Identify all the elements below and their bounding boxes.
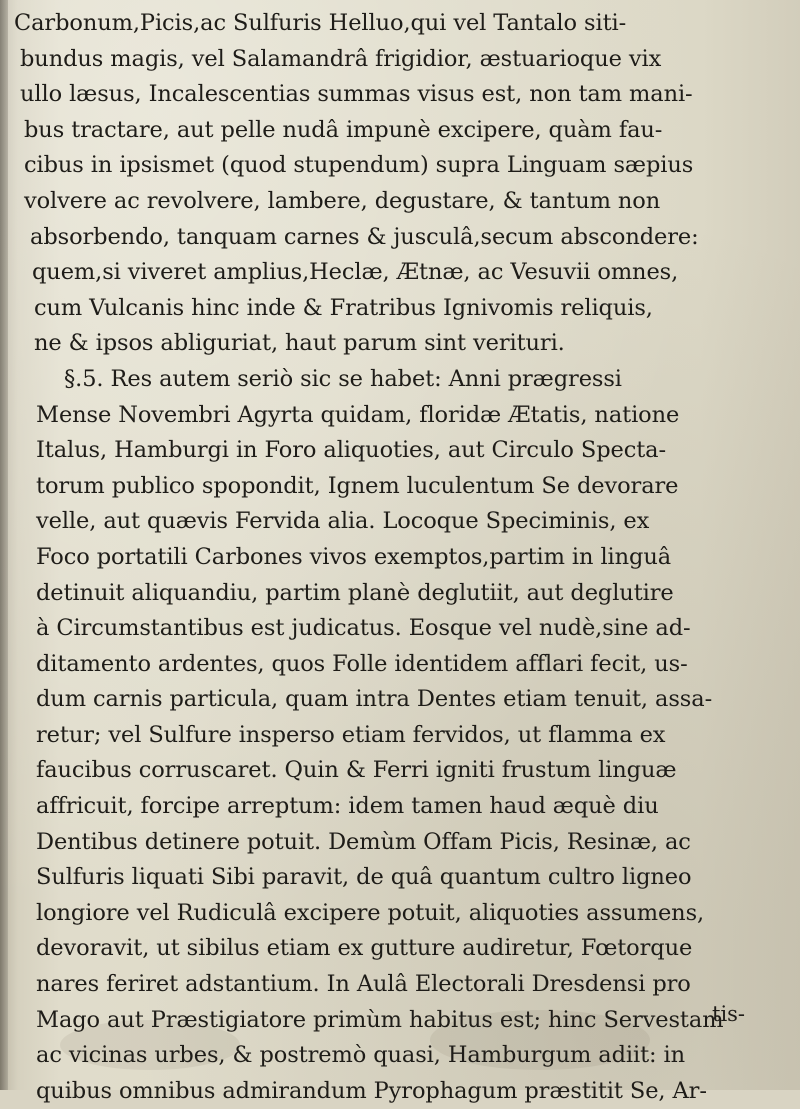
text-line: ac vicinas urbes, & postremò quasi, Hamburgum adiit: in xyxy=(36,1042,686,1069)
text-line: Mago aut Præstigiatore primùm habitus est; hinc Servestam xyxy=(36,1006,724,1033)
text-line: Mense Novembri Agyrta quidam, floridæ Ætatis, natione xyxy=(36,401,680,428)
text-line: quem,si viveret amplius,Heclæ, Ætnæ, ac Vesuvii omnes, xyxy=(32,259,679,286)
text-line: torum publico spopondit, Ignem luculentum Se devorare xyxy=(36,472,679,499)
section-line: §.5. Res autem seriò sic se habet: Anni prægressi xyxy=(64,365,622,392)
text-line: ullo læsus, Incalescentias summas visus est, non tam mani- xyxy=(20,81,693,108)
text-line: bus tractare, aut pelle nudâ impunè excipere, quàm fau- xyxy=(24,116,663,143)
text-line: nares feriret adstantium. In Aulâ Electorali Dresdensi pro xyxy=(36,971,691,998)
text-line: longiore vel Rudiculâ excipere potuit, aliquoties assumens, xyxy=(36,899,705,926)
text-line: bundus magis, vel Salamandrâ frigidior, æstuarioque vix xyxy=(20,45,662,72)
text-line: detinuit aliquandiu, partim planè deglutiit, aut deglutire xyxy=(36,579,674,606)
text-line: ditamento ardentes, quos Folle identidem afflari fecit, us- xyxy=(36,650,688,677)
text-line: dum carnis particula, quam intra Dentes etiam tenuit, assa- xyxy=(36,686,713,713)
text-line: Italus, Hamburgi in Foro aliquoties, aut Circulo Specta- xyxy=(36,437,666,464)
text-line: Sulfuris liquati Sibi paravit, de quâ quantum cultro ligneo xyxy=(36,864,692,891)
text-line: retur; vel Sulfure insperso etiam fervidos, ut flamma ex xyxy=(36,721,666,748)
text-line: Carbonum,Picis,ac Sulfuris Helluo,qui vel Tantalo siti- xyxy=(14,10,627,36)
text-line: absorbendo, tanquam carnes & jusculâ,secum abscondere: xyxy=(30,223,699,250)
body-text xyxy=(14,6,800,1109)
text-line: quibus omnibus admirandum Pyrophagum præstitit Se, Ar- xyxy=(36,1077,707,1104)
text-line: affricuit, forcipe arreptum: idem tamen haud æquè diu xyxy=(36,793,659,820)
text-line: faucibus corruscaret. Quin & Ferri igniti frustum linguæ xyxy=(36,757,677,784)
text-line: Dentibus detinere potuit. Demùm Offam Picis, Resinæ, ac xyxy=(36,828,691,855)
text-line: cum Vulcanis hinc inde & Fratribus Ignivomis reliquis, xyxy=(34,294,653,321)
text-line: ne & ipsos abliguriat, haut parum sint verituri. xyxy=(34,330,565,357)
text-line: cibus in ipsismet (quod stupendum) supra Linguam sæpius xyxy=(24,152,694,179)
text-line: Foco portatili Carbones vivos exemptos,partim in linguâ xyxy=(36,543,672,570)
catchword: tis- xyxy=(712,1002,746,1026)
text-line: devoravit, ut sibilus etiam ex gutture audiretur, Fœtorque xyxy=(36,935,693,962)
text-line: volvere ac revolvere, lambere, degustare, & tantum non xyxy=(24,187,661,214)
text-line: à Circumstantibus est judicatus. Eosque vel nudè,sine ad- xyxy=(36,615,691,642)
text-line: velle, aut quævis Fervida alia. Locoque Speciminis, ex xyxy=(36,508,650,535)
page-gutter-shadow xyxy=(0,0,8,1090)
